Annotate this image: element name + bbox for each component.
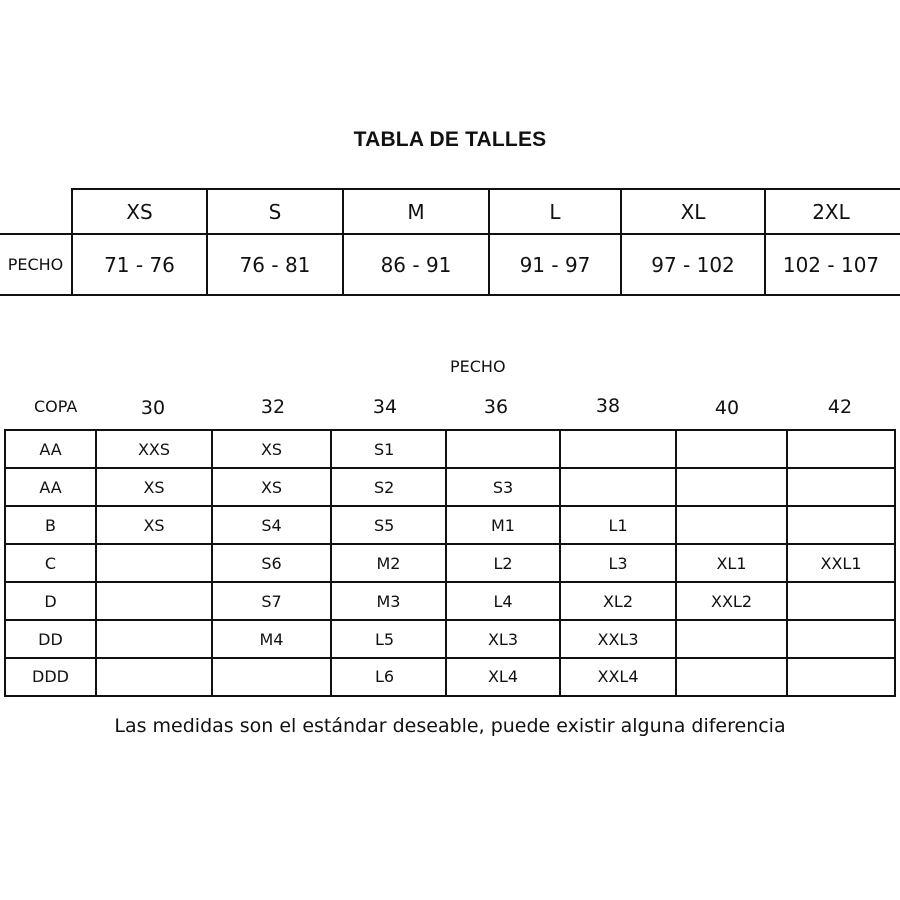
size-cell: XXL1: [820, 553, 862, 573]
size-cell: [97, 659, 211, 693]
size-cell: XL1: [716, 553, 747, 573]
size-cell: L1: [608, 515, 628, 535]
size-cell: [788, 583, 894, 619]
size-cell: [788, 621, 894, 657]
size-cell: [213, 659, 330, 693]
pecho-label: PECHO: [450, 357, 506, 376]
size-cell: XS: [260, 439, 283, 459]
size-cell: XS: [143, 515, 165, 535]
band-size: 38: [595, 395, 621, 417]
cup-label: C: [44, 553, 57, 573]
size-cell: S3: [492, 477, 514, 497]
band-size: 34: [372, 396, 398, 418]
size-cell: L4: [493, 591, 513, 611]
size-cell: XL2: [602, 591, 634, 611]
footer-note: Las medidas son el estándar deseable, puede existir alguna diferencia: [114, 715, 786, 737]
range-cell: 91 - 97: [519, 252, 591, 277]
size-cell: XS: [143, 477, 165, 497]
size-cell: M4: [259, 629, 284, 649]
size-header: S: [268, 199, 282, 224]
size-cell: [447, 431, 559, 467]
size-cell: XL3: [487, 629, 519, 649]
size-header: XS: [126, 199, 153, 224]
size-header: L: [549, 199, 561, 224]
size-cell: [561, 431, 675, 467]
cup-label: DDD: [32, 666, 69, 686]
cup-label: B: [45, 515, 56, 535]
size-cell: [97, 545, 211, 581]
cup-label: DD: [38, 629, 63, 649]
range-cell: 76 - 81: [239, 252, 311, 277]
size-cell: L3: [608, 553, 628, 573]
size-header: M: [407, 199, 425, 224]
size-header: 2XL: [812, 199, 850, 224]
size-cell: XS: [260, 477, 283, 497]
band-size: 42: [827, 396, 853, 418]
size-cell: S1: [374, 439, 395, 459]
band-size: 40: [714, 397, 740, 419]
size-cell: [677, 659, 786, 693]
range-cell: 97 - 102: [651, 252, 735, 277]
size-cell: [788, 469, 894, 505]
size-cell: [677, 469, 786, 505]
range-cell: 102 - 107: [782, 252, 880, 277]
size-header: XL: [680, 199, 706, 224]
size-cell: M2: [376, 553, 401, 573]
cup-label: AA: [39, 439, 62, 459]
size-cell: [788, 431, 894, 467]
size-cell: [677, 507, 786, 543]
band-size: 30: [140, 397, 166, 419]
size-cell: [97, 621, 211, 657]
size-cell: [677, 621, 786, 657]
size-cell: M3: [376, 591, 401, 611]
size-cell: L6: [375, 666, 395, 686]
page-title: TABLA DE TALLES: [353, 128, 547, 151]
range-cell: 71 - 76: [104, 252, 175, 277]
size-cell: S5: [374, 515, 395, 535]
size-cell: S4: [261, 515, 282, 535]
size-cell: [677, 431, 786, 467]
size-cell: XXL3: [597, 629, 639, 649]
cup-label: D: [44, 591, 57, 611]
size-cell: [788, 659, 894, 693]
size-cell: XXL4: [597, 666, 639, 686]
size-cell: M1: [491, 515, 515, 535]
band-size: 32: [260, 396, 286, 418]
size-cell: [788, 507, 894, 543]
size-cell: [97, 583, 211, 619]
size-cell: XL4: [487, 666, 519, 686]
table-corner: [0, 190, 71, 233]
copa-label: COPA: [34, 397, 78, 416]
size-cell: L5: [375, 629, 395, 649]
size-cell: XXL2: [710, 591, 752, 611]
size-cell: S6: [261, 553, 282, 573]
band-size: 36: [483, 396, 509, 418]
cup-size-table: [4, 429, 896, 697]
size-cell: [561, 469, 675, 505]
size-cell: XXS: [137, 439, 171, 459]
size-table: [0, 188, 900, 296]
size-cell: S2: [374, 477, 395, 497]
row-label: PECHO: [7, 255, 64, 274]
cup-label: AA: [39, 477, 62, 497]
size-cell: S7: [261, 591, 282, 611]
size-cell: L2: [493, 553, 513, 573]
range-cell: 86 - 91: [380, 252, 452, 277]
